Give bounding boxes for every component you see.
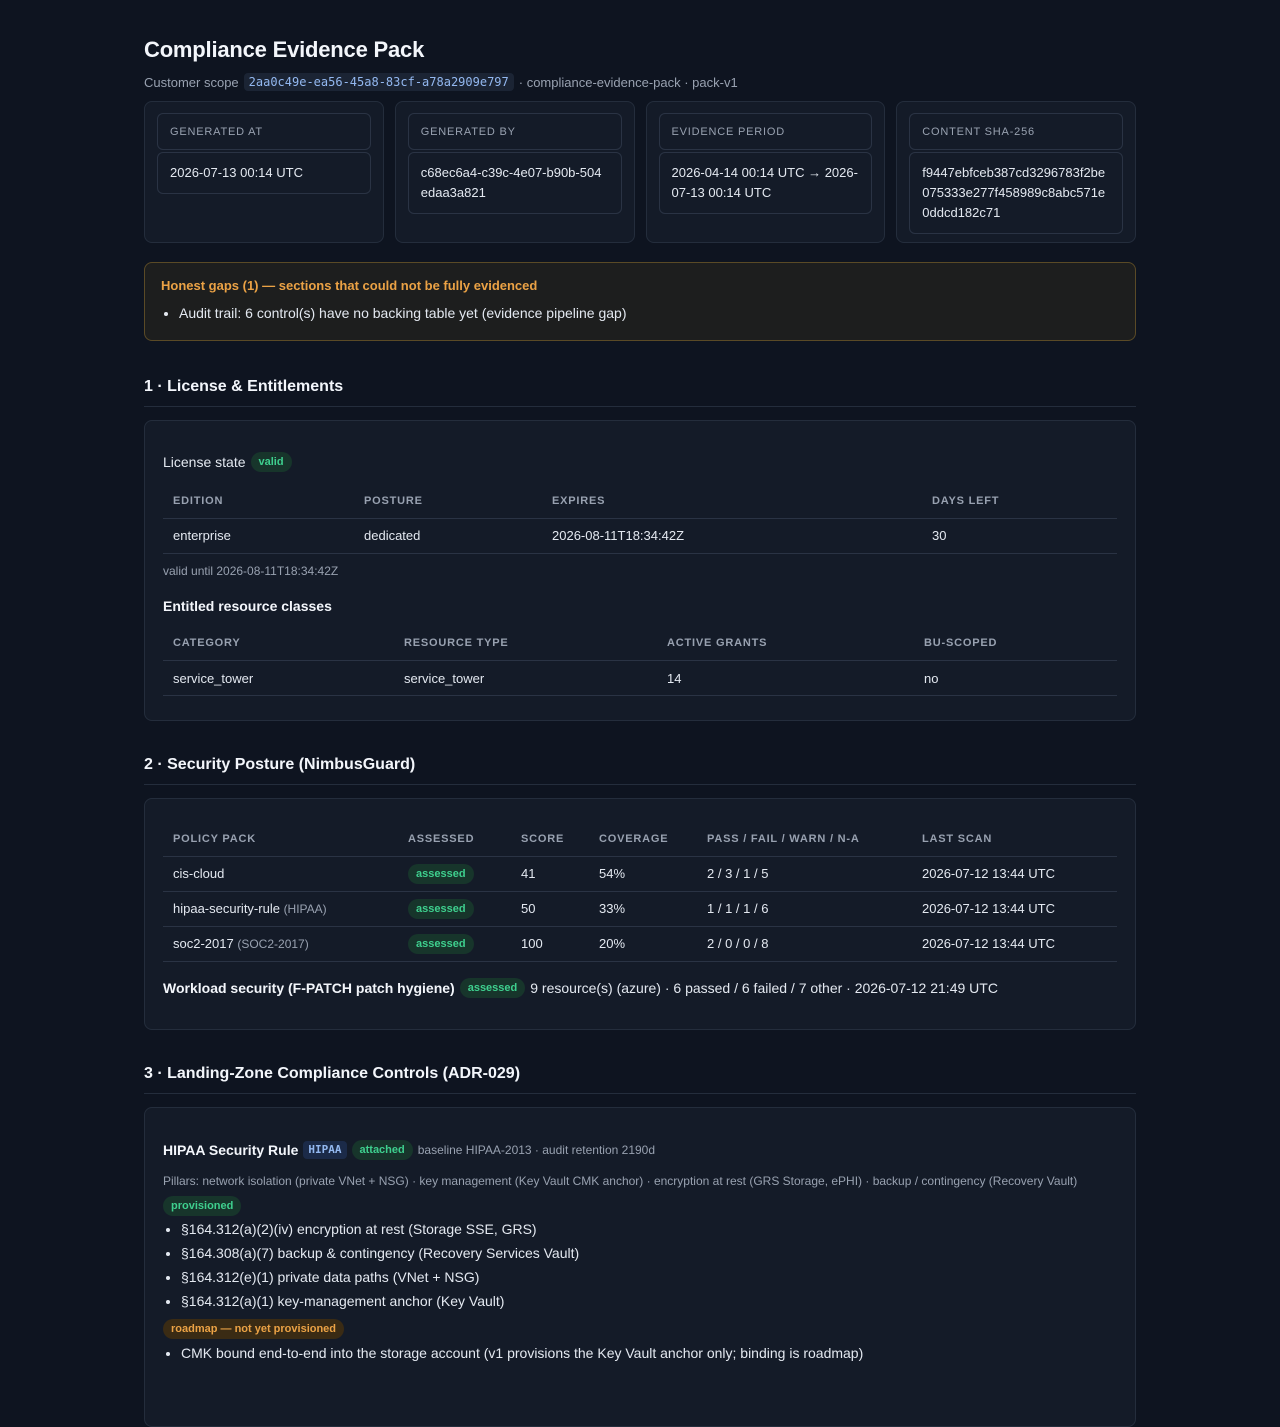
entitled-heading: Entitled resource classes bbox=[163, 597, 332, 614]
table-row bbox=[163, 926, 1117, 961]
license-state-badge: valid bbox=[251, 452, 292, 472]
col-header: SCORE bbox=[511, 822, 589, 856]
meta-value: c68ec6a4-c39c-4e07-b90b-504edaa3a821 bbox=[408, 152, 622, 214]
gaps-title: Honest gaps (1) — sections that could not be fully evidenced bbox=[161, 278, 538, 293]
pfwn-cell: 2 / 3 / 1 / 5 bbox=[697, 856, 912, 891]
table-row bbox=[163, 891, 1117, 926]
last-scan-cell: 2026-07-12 13:44 UTC bbox=[912, 856, 1117, 891]
roadmap-badge-row bbox=[163, 1319, 1117, 1339]
list-item: • §164.312(e)(1) private data paths (VNet + NSG) bbox=[181, 1265, 1117, 1289]
meta-value: 2026-04-14 00:14 UTC → 2026-07-13 00:14 UTC bbox=[659, 152, 873, 214]
bu-scoped-cell: no bbox=[914, 661, 1117, 696]
col-header: RESOURCE TYPE bbox=[394, 627, 657, 661]
rule-title: HIPAA Security Rule bbox=[163, 1142, 299, 1158]
license-section bbox=[144, 377, 1136, 721]
table-row bbox=[163, 856, 1117, 891]
provisioned-badge: provisioned bbox=[163, 1196, 241, 1216]
license-panel bbox=[144, 420, 1136, 721]
pillars-text: Pillars: network isolation (private VNet + NSG) · key management (Key Vault CMK anchor) · encryption at rest (GRS Storage, ePHI) · backup / contingency (Recovery Vault) bbox=[163, 1174, 1078, 1188]
policy-pack-cell bbox=[163, 891, 398, 926]
rule-attached-badge: attached bbox=[352, 1140, 413, 1160]
meta-label: GENERATED AT bbox=[157, 113, 371, 150]
posture-cell: dedicated bbox=[354, 518, 542, 553]
last-scan-cell: 2026-07-12 13:44 UTC bbox=[912, 891, 1117, 926]
col-header: COVERAGE bbox=[589, 822, 697, 856]
policy-pack-name: soc2-2017 bbox=[173, 936, 234, 951]
section-heading-landing-zone: 3 · Landing-Zone Compliance Controls (ADR-029) bbox=[144, 1064, 1136, 1094]
col-header: EXPIRES bbox=[542, 484, 922, 518]
assessed-badge: assessed bbox=[408, 864, 474, 884]
page-title: Compliance Evidence Pack bbox=[144, 37, 425, 62]
coverage-cell: 33% bbox=[589, 891, 697, 926]
evidence-pack-page bbox=[144, 0, 1136, 1427]
policy-pack-name: cis-cloud bbox=[173, 866, 225, 881]
last-scan-cell: 2026-07-12 13:44 UTC bbox=[912, 926, 1117, 961]
edition-cell: enterprise bbox=[163, 518, 354, 553]
meta-value: 2026-07-13 00:14 UTC bbox=[157, 152, 371, 194]
security-panel bbox=[144, 798, 1136, 1030]
col-header: PASS / FAIL / WARN / N-A bbox=[697, 822, 912, 856]
resource-type-cell: service_tower bbox=[394, 661, 657, 696]
meta-label: GENERATED BY bbox=[408, 113, 622, 150]
expires-cell: 2026-08-11T18:34:42Z bbox=[542, 518, 922, 553]
meta-card-content-sha bbox=[896, 101, 1136, 243]
rule-meta: baseline HIPAA-2013 · audit retention 2190d bbox=[417, 1143, 656, 1157]
coverage-cell: 20% bbox=[589, 926, 697, 961]
meta-value: f9447ebfceb387cd3296783f2be075333e277f458989c8abc571e0ddcd182c71 bbox=[909, 152, 1123, 234]
provisioned-badge-row bbox=[163, 1196, 1117, 1216]
scope-line bbox=[144, 72, 1136, 92]
roadmap-list bbox=[163, 1341, 1117, 1365]
col-header: ASSESSED bbox=[398, 822, 511, 856]
category-cell: service_tower bbox=[163, 661, 394, 696]
gap-item: • Audit trail: 6 control(s) have no backing table yet (evidence pipeline gap) bbox=[179, 304, 1119, 322]
list-item: • §164.308(a)(7) backup & contingency (Recovery Services Vault) bbox=[181, 1241, 1117, 1265]
col-header: LAST SCAN bbox=[912, 822, 1117, 856]
col-header: ACTIVE GRANTS bbox=[657, 627, 914, 661]
policy-pack-name: hipaa-security-rule bbox=[173, 901, 280, 916]
landing-zone-panel bbox=[144, 1107, 1136, 1427]
meta-card-generated-by bbox=[395, 101, 635, 243]
col-header: EDITION bbox=[163, 484, 354, 518]
scope-label: Customer scope bbox=[144, 74, 239, 90]
meta-card-evidence-period bbox=[646, 101, 886, 243]
col-header: DAYS LEFT bbox=[922, 484, 1117, 518]
entitlements-table bbox=[163, 627, 1117, 697]
list-item: • §164.312(a)(2)(iv) encryption at rest (Storage SSE, GRS) bbox=[181, 1217, 1117, 1241]
table-row bbox=[163, 661, 1117, 696]
score-cell: 100 bbox=[511, 926, 589, 961]
meta-label: EVIDENCE PERIOD bbox=[659, 113, 873, 150]
workload-badge: assessed bbox=[460, 978, 526, 998]
pfwn-cell: 1 / 1 / 1 / 6 bbox=[697, 891, 912, 926]
score-cell: 41 bbox=[511, 856, 589, 891]
assessed-badge: assessed bbox=[408, 899, 474, 919]
list-item: • §164.312(a)(1) key-management anchor (Key Vault) bbox=[181, 1289, 1117, 1313]
valid-until-note: valid until 2026-08-11T18:34:42Z bbox=[163, 563, 339, 578]
policy-pack-cell bbox=[163, 856, 398, 891]
meta-cards bbox=[144, 101, 1136, 243]
meta-label: CONTENT SHA-256 bbox=[909, 113, 1123, 150]
coverage-cell: 54% bbox=[589, 856, 697, 891]
license-table bbox=[163, 484, 1117, 554]
assessed-cell bbox=[398, 856, 511, 891]
license-state-row bbox=[163, 452, 1117, 472]
active-grants-cell: 14 bbox=[657, 661, 914, 696]
workload-text: 9 resource(s) (azure) · 6 passed / 6 failed / 7 other · 2026-07-12 21:49 UTC bbox=[530, 979, 998, 996]
assessed-badge: assessed bbox=[408, 934, 474, 954]
col-header: CATEGORY bbox=[163, 627, 394, 661]
col-header: BU-SCOPED bbox=[914, 627, 1117, 661]
license-state-label: License state bbox=[163, 454, 246, 470]
policy-pack-tag: (HIPAA) bbox=[283, 902, 327, 916]
provisioned-list bbox=[163, 1217, 1117, 1313]
roadmap-badge: roadmap — not yet provisioned bbox=[163, 1319, 344, 1339]
policy-pack-table bbox=[163, 822, 1117, 962]
landing-zone-section bbox=[144, 1064, 1136, 1427]
honest-gaps-alert bbox=[144, 262, 1136, 341]
pfwn-cell: 2 / 0 / 0 / 8 bbox=[697, 926, 912, 961]
policy-pack-tag: (SOC2-2017) bbox=[237, 937, 309, 951]
gaps-list bbox=[161, 304, 1119, 322]
score-cell: 50 bbox=[511, 891, 589, 926]
rule-header bbox=[163, 1139, 1117, 1161]
workload-security-row bbox=[163, 978, 1117, 998]
assessed-cell bbox=[398, 891, 511, 926]
days-left-cell: 30 bbox=[922, 518, 1117, 553]
scope-suffix: · compliance-evidence-pack · pack-v1 bbox=[518, 74, 738, 90]
scope-id: 2aa0c49e-ea56-45a8-83cf-a78a2909e797 bbox=[244, 73, 514, 91]
table-row bbox=[163, 518, 1117, 553]
section-heading-license: 1 · License & Entitlements bbox=[144, 377, 1136, 407]
assessed-cell bbox=[398, 926, 511, 961]
section-heading-security: 2 · Security Posture (NimbusGuard) bbox=[144, 755, 1136, 785]
col-header: POSTURE bbox=[354, 484, 542, 518]
list-item: • CMK bound end-to-end into the storage account (v1 provisions the Key Vault anchor only; binding is roadmap) bbox=[181, 1341, 1117, 1365]
workload-label: Workload security (F-PATCH patch hygiene) bbox=[163, 979, 455, 996]
policy-pack-cell bbox=[163, 926, 398, 961]
col-header: POLICY PACK bbox=[163, 822, 398, 856]
meta-card-generated-at bbox=[144, 101, 384, 243]
rule-code: HIPAA bbox=[303, 1141, 346, 1159]
security-section bbox=[144, 755, 1136, 1030]
